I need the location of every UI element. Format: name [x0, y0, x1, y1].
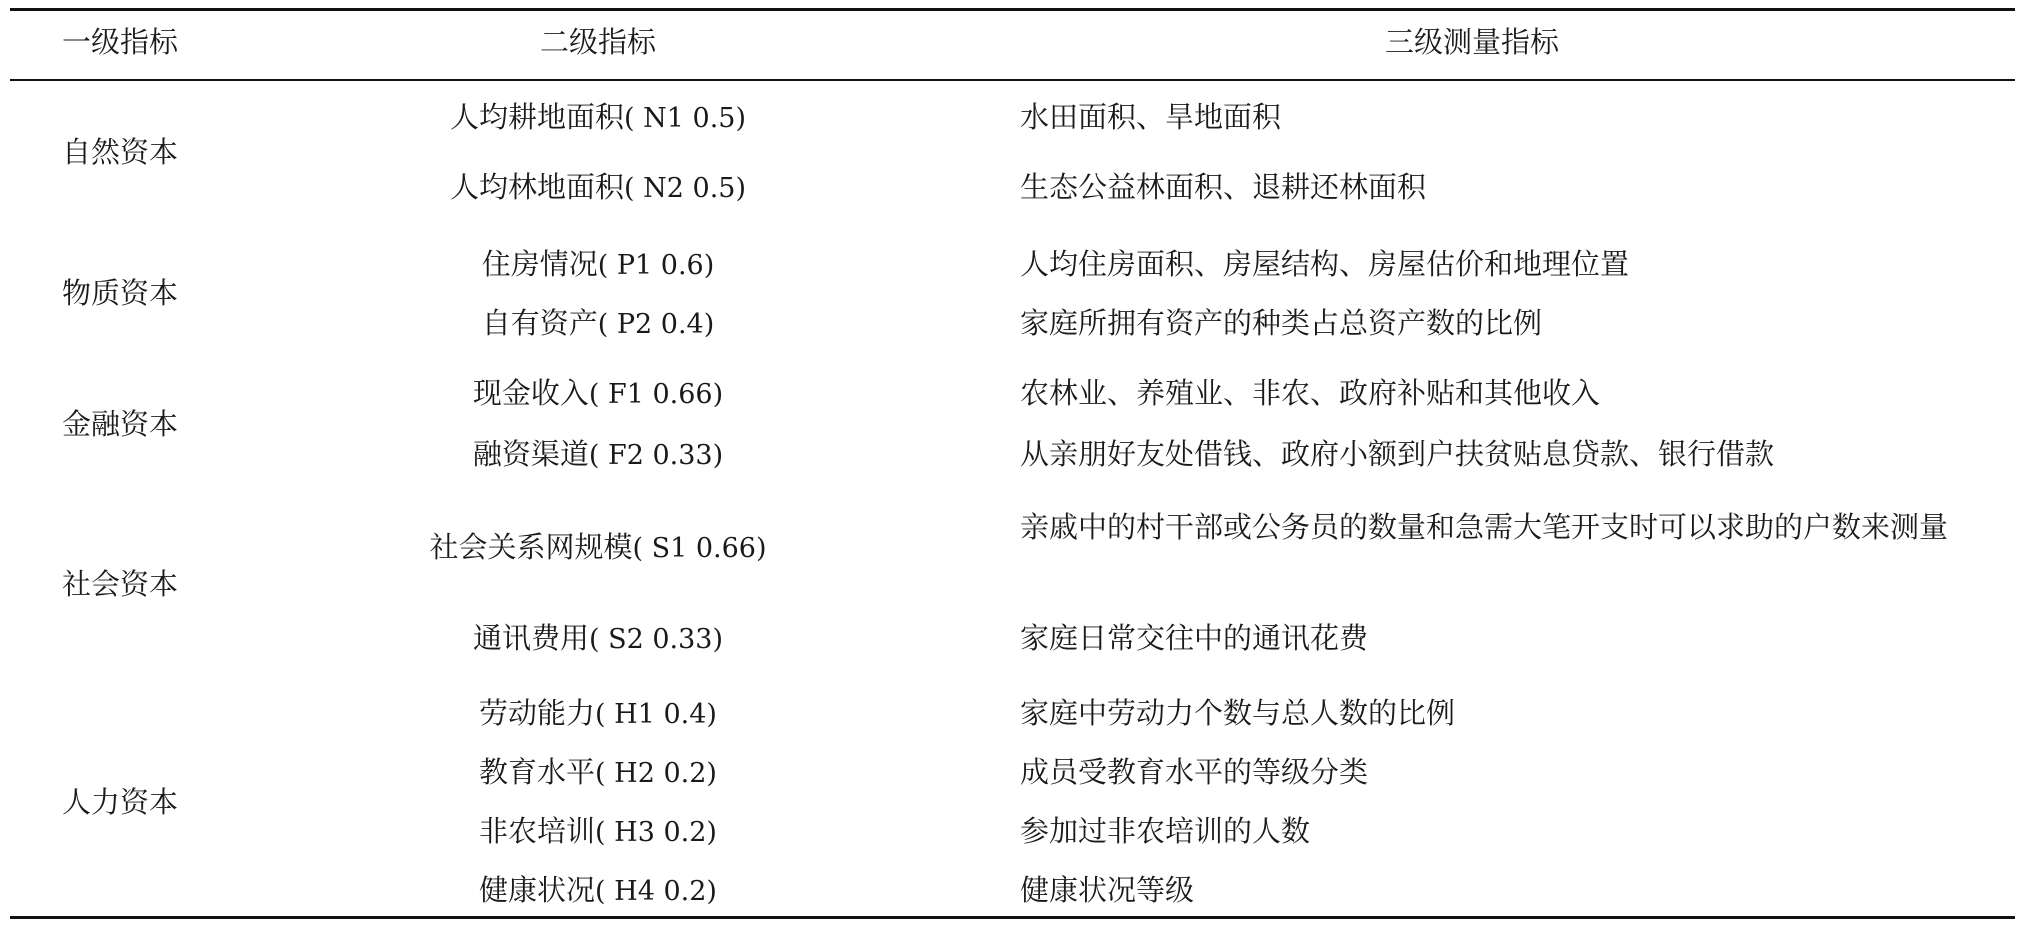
group-name: 自然资本 — [62, 135, 179, 169]
group-name: 金融资本 — [62, 407, 179, 441]
indicator-code: ( F2 0.33) — [588, 440, 724, 471]
indicator-code: ( H1 0.4) — [595, 699, 717, 730]
measure-text: 水田面积、旱地面积 — [1020, 100, 1282, 134]
measure-text: 农林业、养殖业、非农、政府补贴和其他收入 — [1020, 376, 1601, 410]
indicator-code: ( N2 0.5) — [624, 173, 746, 204]
measure-text: 成员受教育水平的等级分类 — [1020, 755, 1369, 789]
table-row — [298, 618, 898, 660]
indicator-code: ( S2 0.33) — [588, 624, 724, 655]
table-row — [298, 167, 898, 209]
measure-text: 家庭中劳动力个数与总人数的比例 — [1020, 696, 1456, 730]
measure-text: 家庭所拥有资产的种类占总资产数的比例 — [1020, 306, 1543, 340]
secondary-indicator: 融资渠道 — [472, 437, 589, 471]
secondary-indicator: 住房情况 — [481, 247, 598, 281]
group-name: 物质资本 — [62, 276, 179, 310]
secondary-indicator: 人均耕地面积 — [450, 100, 625, 134]
indicator-code: ( H4 0.2) — [595, 876, 717, 907]
measure-text: 健康状况等级 — [1020, 873, 1195, 907]
group-name: 社会资本 — [62, 567, 179, 601]
header-level2: 二级指标 — [539, 25, 656, 59]
secondary-indicator: 通讯费用 — [472, 621, 589, 655]
secondary-indicator: 人均林地面积 — [450, 170, 625, 204]
indicator-code: ( N1 0.5) — [624, 103, 746, 134]
table-row — [298, 97, 898, 139]
indicator-code: ( H2 0.2) — [595, 758, 717, 789]
measure-text: 从亲朋好友处借钱、政府小额到户扶贫贴息贷款、银行借款 — [1020, 437, 1775, 471]
measure-text: 家庭日常交往中的通讯花费 — [1020, 621, 1369, 655]
measure-text: 亲戚中的村干部或公务员的数量和急需大笔开支时可以求助的户数来测量 — [1020, 510, 1949, 544]
measure-text: 生态公益林面积、退耕还林面积 — [1020, 170, 1427, 204]
header-level3: 三级测量指标 — [1385, 25, 1560, 59]
secondary-indicator: 教育水平 — [479, 755, 596, 789]
table-row — [298, 870, 898, 912]
indicator-code: ( H3 0.2) — [595, 817, 717, 848]
measure-text: 人均住房面积、房屋结构、房屋估价和地理位置 — [1020, 247, 1630, 281]
table-row — [298, 527, 898, 569]
indicator-code: ( P1 0.6) — [597, 250, 715, 281]
indicator-code: ( F1 0.66) — [588, 379, 724, 410]
secondary-indicator: 健康状况 — [479, 873, 596, 907]
table-row — [298, 434, 898, 476]
table-row — [298, 752, 898, 794]
secondary-indicator: 自有资产 — [481, 306, 598, 340]
table-row — [298, 373, 898, 415]
indicator-code: ( P2 0.4) — [597, 309, 715, 340]
indicator-code: ( S1 0.66) — [632, 533, 767, 564]
header-rule — [10, 79, 2015, 81]
secondary-indicator: 劳动能力 — [479, 696, 596, 730]
secondary-indicator: 非农培训 — [479, 814, 596, 848]
bottom-rule — [10, 916, 2015, 919]
secondary-indicator: 社会关系网规模 — [429, 530, 633, 564]
table-row — [298, 811, 898, 853]
measure-text: 参加过非农培训的人数 — [1020, 814, 1311, 848]
table-row — [298, 693, 898, 735]
secondary-indicator: 现金收入 — [472, 376, 589, 410]
table-row — [298, 303, 898, 345]
top-rule — [10, 8, 2015, 11]
table-row — [298, 244, 898, 286]
header-level1: 一级指标 — [62, 25, 179, 59]
group-name: 人力资本 — [62, 785, 179, 819]
